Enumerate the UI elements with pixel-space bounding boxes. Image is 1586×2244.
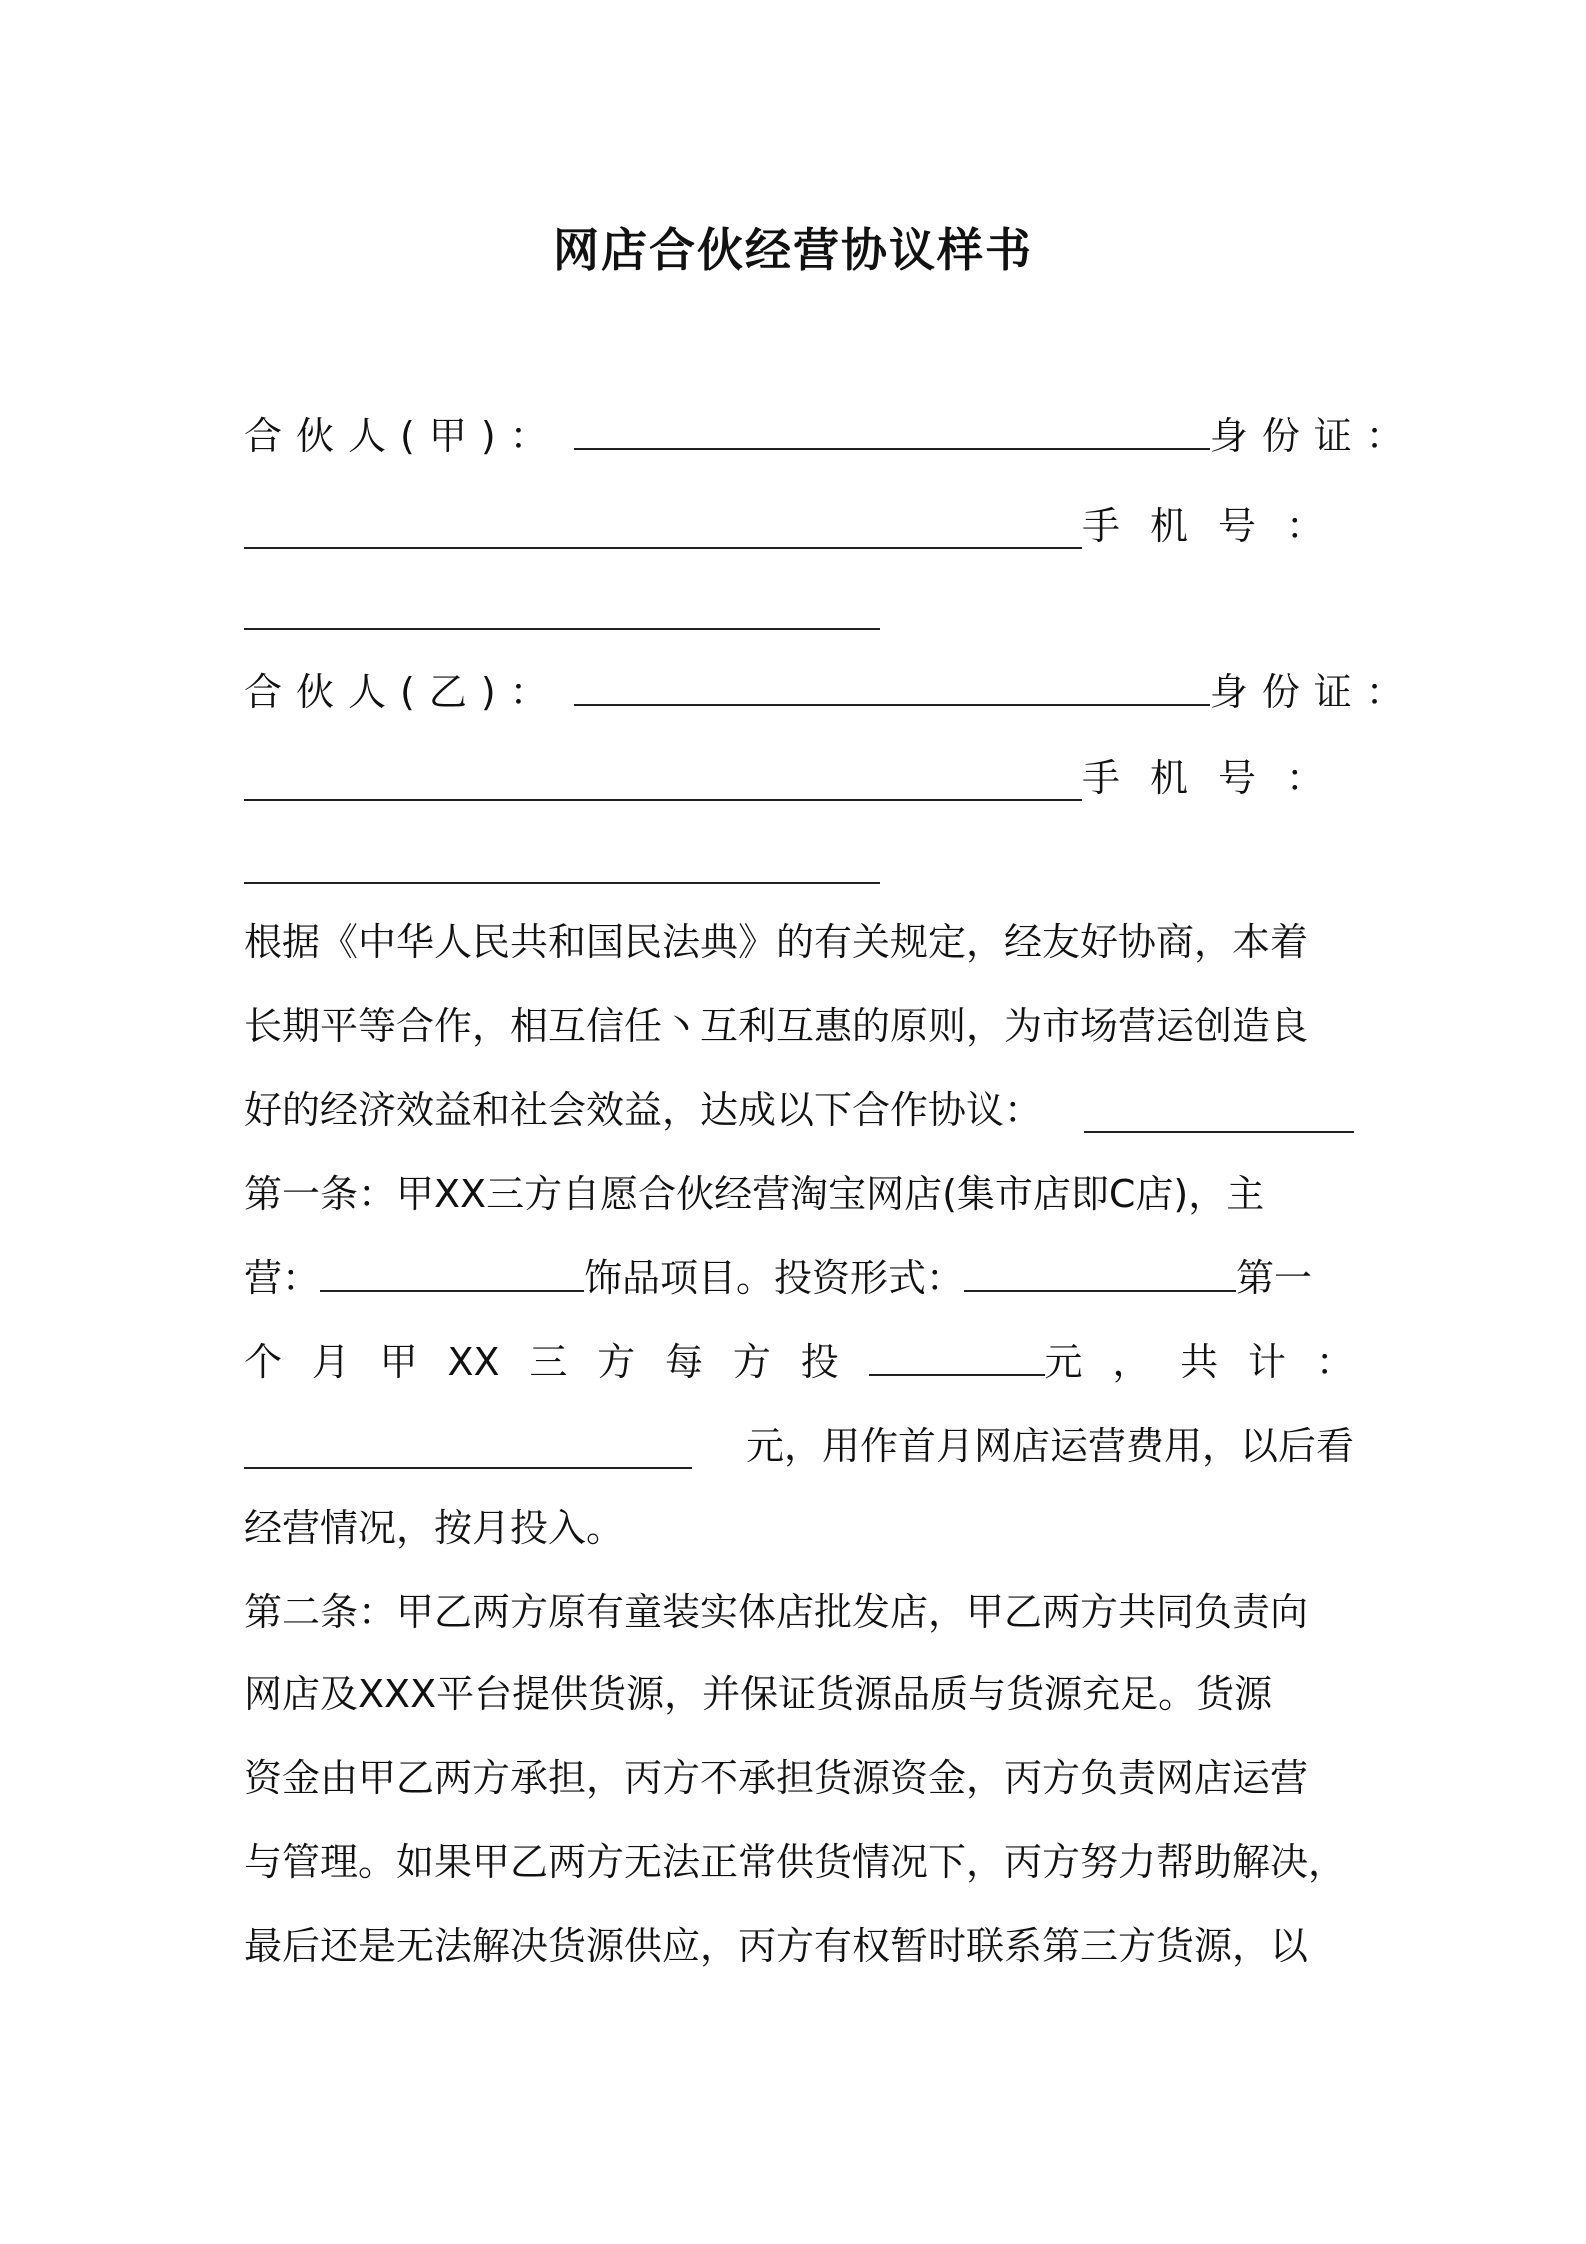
- char: 计: [1248, 1340, 1287, 1384]
- article-1-line-5: 经营情况，按月投入。: [244, 1506, 625, 1550]
- article-2-line-2: 网店及XXX平台提供货源，并保证货源品质与货源充足。货源: [244, 1672, 1273, 1716]
- char: 甲: [379, 1340, 418, 1384]
- article-2-line-3: 资金由甲乙两方承担，丙方不承担货源资金，丙方负责网店运营: [244, 1756, 1309, 1800]
- party-a-phone-blank: [244, 584, 880, 630]
- total-amount-blank: [244, 1423, 692, 1469]
- char: 个: [244, 1340, 283, 1384]
- party-b-id-label: 身份证：: [1209, 670, 1418, 714]
- document-title: 网店合伙经营协议样书: [553, 223, 1033, 277]
- article-1-investment-label: 饰品项目。投资形式：: [584, 1256, 965, 1300]
- party-a-name-blank: [574, 404, 1210, 450]
- article-2-line-1: 第二条：甲乙两方原有童装实体店批发店，甲乙两方共同负责向: [244, 1590, 1309, 1634]
- party-a-label: 合伙人(甲)：: [244, 414, 562, 458]
- preamble-line-1: 根据《中华人民共和国民法典》的有关规定，经友好协商，本着: [244, 920, 1309, 964]
- char: ：: [1315, 1340, 1354, 1384]
- article-1-line-3: [244, 1330, 1354, 1394]
- article-1-main-business-label: 营：: [244, 1256, 321, 1300]
- per-party-amount-blank: [869, 1330, 1045, 1376]
- party-a-line-3: [244, 584, 1354, 648]
- char: 方: [597, 1340, 636, 1384]
- party-b-line-3: [244, 838, 1354, 902]
- article-1-line-2: [244, 1246, 1354, 1310]
- party-a-line-2: [244, 494, 1354, 558]
- party-b-phone-label: 手机号：: [1081, 756, 1354, 800]
- party-a-id-blank: [244, 503, 1082, 549]
- party-a-id-label: 身份证：: [1209, 414, 1418, 458]
- comma: ，: [1112, 1340, 1151, 1384]
- article-1-line-1: 第一条：甲XX三方自愿合伙经营淘宝网店(集市店即C店)，主: [244, 1172, 1265, 1216]
- article-1-line-2-end: 第一: [1236, 1256, 1313, 1300]
- article-2-line-4: 与管理。如果甲乙两方无法正常供货情况下，丙方努力帮助解决，: [244, 1840, 1347, 1884]
- char: XX: [447, 1340, 500, 1384]
- party-b-line-2: [244, 746, 1354, 810]
- preamble-line-3: [244, 1078, 1354, 1142]
- char: 月: [311, 1340, 350, 1384]
- preamble-blank: [1084, 1087, 1354, 1133]
- preamble-line-3-text: 好的经济效益和社会效益，达成以下合作协议：: [244, 1088, 1043, 1132]
- unit-yuan: 元: [1044, 1340, 1083, 1384]
- party-b-label: 合伙人(乙)：: [244, 670, 562, 714]
- party-b-name-blank: [574, 660, 1210, 706]
- char: 每: [665, 1340, 704, 1384]
- party-b-id-blank: [244, 755, 1082, 801]
- article-1-line-4: [244, 1414, 1354, 1478]
- char: 方: [732, 1340, 771, 1384]
- investment-form-blank: [964, 1246, 1236, 1292]
- party-b-phone-blank: [244, 838, 880, 884]
- main-business-blank: [320, 1246, 584, 1292]
- party-b-line-1: [244, 660, 1418, 724]
- party-a-phone-label: 手机号：: [1081, 504, 1354, 548]
- char: 三: [529, 1340, 568, 1384]
- char: 共: [1180, 1340, 1219, 1384]
- preamble-line-2: 长期平等合作，相互信任丶互利互惠的原则，为市场营运创造良: [244, 1004, 1309, 1048]
- article-1-line-4-text: 元，用作首月网店运营费用，以后看: [745, 1424, 1354, 1468]
- char: 投: [800, 1340, 839, 1384]
- article-2-line-5: 最后还是无法解决货源供应，丙方有权暂时联系第三方货源，以: [244, 1924, 1309, 1968]
- party-a-line-1: [244, 404, 1418, 468]
